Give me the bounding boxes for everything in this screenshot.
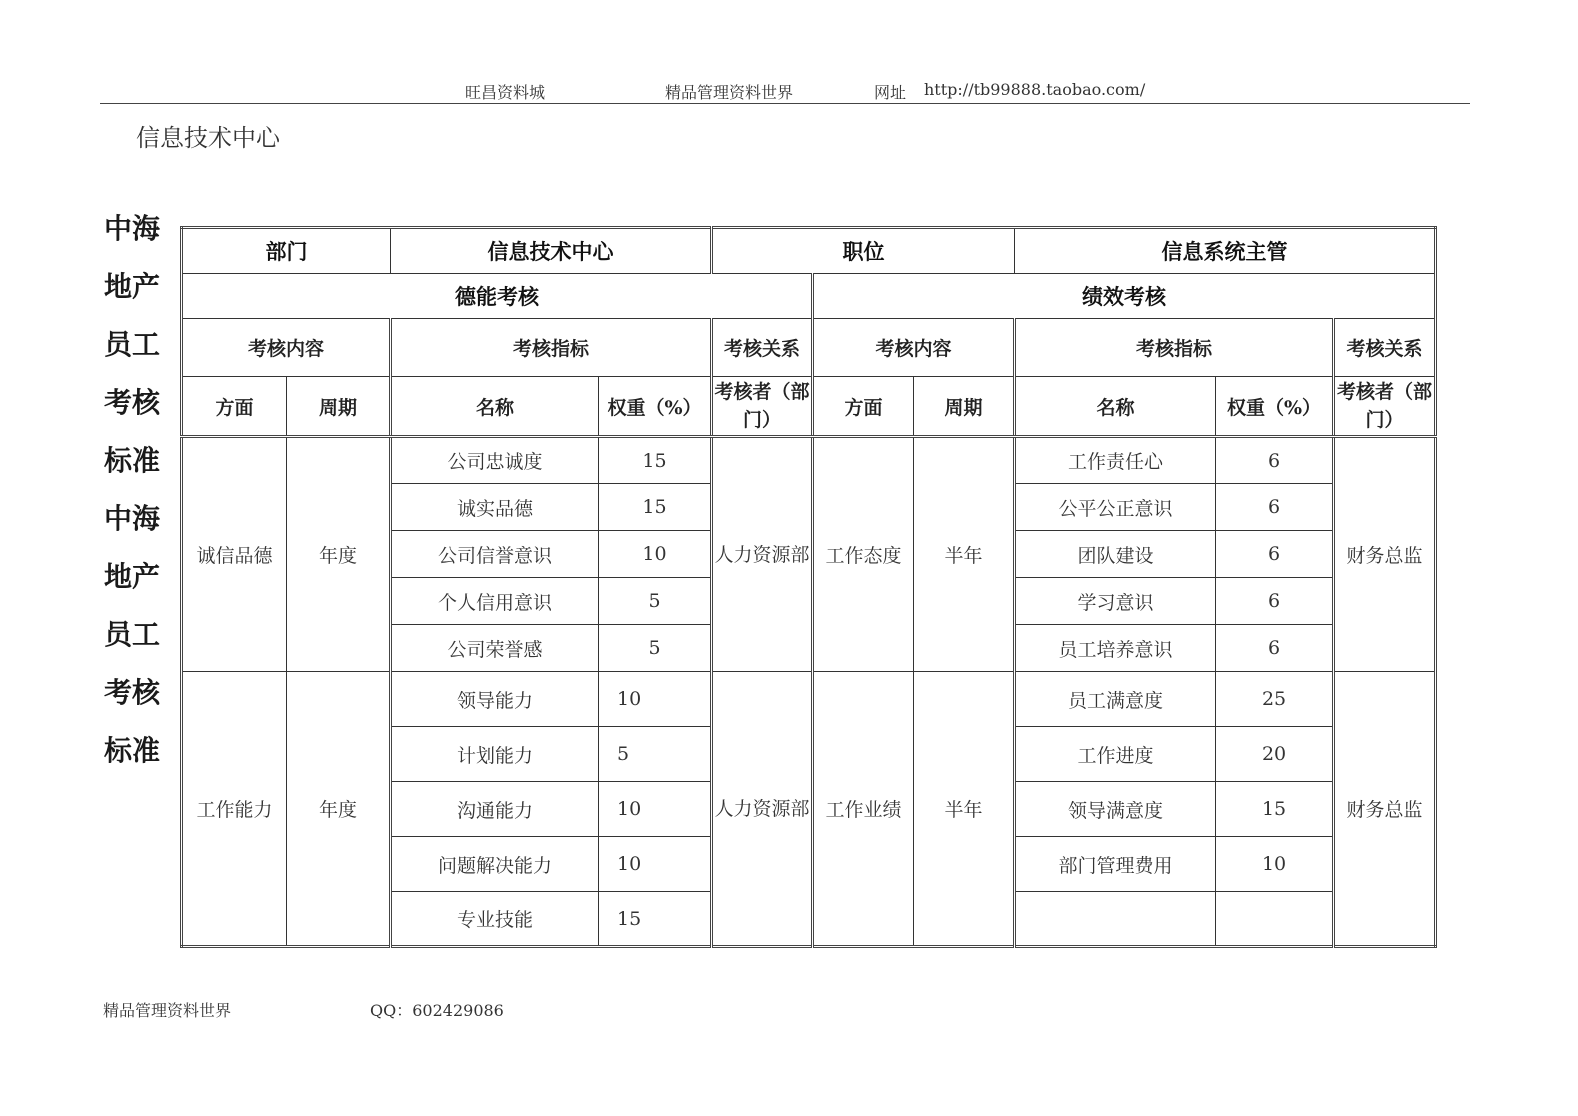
footer-text: 精品管理资料世界 <box>103 1001 232 1020</box>
table-row <box>182 672 1436 727</box>
indicator-weight: 15 <box>599 484 712 531</box>
indicator-name: 诚实品德 <box>391 484 599 531</box>
assessor-cell: 人力资源部 <box>712 672 813 947</box>
assessment-table <box>180 226 1437 948</box>
footer-qq: QQ：602429086 <box>370 1001 504 1020</box>
side-title-line: 地产 <box>104 270 161 303</box>
indicator-name: 公司忠诚度 <box>391 437 599 484</box>
dept-label: 部门 <box>182 228 391 274</box>
aspect-cell: 工作能力 <box>182 672 287 947</box>
sub-weight-left: 权重（%） <box>599 377 712 437</box>
side-title-line: 标准 <box>104 734 161 767</box>
side-title <box>104 200 164 780</box>
col-indicator-right: 考核指标 <box>1015 319 1334 377</box>
indicator-weight: 10 <box>599 782 712 837</box>
sub-period-right: 周期 <box>914 377 1015 437</box>
dept-value: 信息技术中心 <box>391 228 712 274</box>
aspect-cell: 工作态度 <box>813 437 914 672</box>
indicator-name: 计划能力 <box>391 727 599 782</box>
section-performance: 绩效考核 <box>813 274 1436 319</box>
indicator-name: 工作进度 <box>1015 727 1216 782</box>
assessor-cell: 人力资源部 <box>712 437 813 672</box>
indicator-weight: 6 <box>1216 484 1334 531</box>
side-title-line: 考核 <box>104 676 161 709</box>
side-title-line: 地产 <box>104 560 161 593</box>
sub-weight-right: 权重（%） <box>1216 377 1334 437</box>
col-relation-right: 考核关系 <box>1334 319 1436 377</box>
indicator-weight <box>1216 892 1334 947</box>
info-row <box>182 228 1436 274</box>
side-title-line: 员工 <box>104 618 161 651</box>
indicator-weight: 15 <box>1216 782 1334 837</box>
header-url-label: 网址 <box>874 83 907 102</box>
indicator-name: 公司信誉意识 <box>391 531 599 578</box>
side-title-line: 员工 <box>104 328 161 361</box>
indicator-name: 沟通能力 <box>391 782 599 837</box>
indicator-name <box>1015 892 1216 947</box>
indicator-name: 公平公正意识 <box>1015 484 1216 531</box>
indicator-weight: 10 <box>599 672 712 727</box>
section-row <box>182 274 1436 319</box>
period-cell: 半年 <box>914 672 1015 947</box>
position-label: 职位 <box>712 228 1015 274</box>
indicator-name: 领导能力 <box>391 672 599 727</box>
period-cell: 半年 <box>914 437 1015 672</box>
header-url-link[interactable]: http://tb99888.taobao.com/ <box>924 80 1146 99</box>
column-header-row <box>182 319 1436 377</box>
col-indicator-left: 考核指标 <box>391 319 712 377</box>
indicator-weight: 6 <box>1216 578 1334 625</box>
side-title-line: 中海 <box>104 502 161 535</box>
side-title-line: 中海 <box>104 212 161 245</box>
indicator-weight: 20 <box>1216 727 1334 782</box>
sub-period-left: 周期 <box>287 377 391 437</box>
indicator-weight: 5 <box>599 578 712 625</box>
col-content-right: 考核内容 <box>813 319 1015 377</box>
period-cell: 年度 <box>287 437 391 672</box>
side-title-line: 标准 <box>104 444 161 477</box>
aspect-cell: 工作业绩 <box>813 672 914 947</box>
indicator-name: 个人信用意识 <box>391 578 599 625</box>
indicator-name: 专业技能 <box>391 892 599 947</box>
indicator-weight: 6 <box>1216 437 1334 484</box>
indicator-weight: 10 <box>599 531 712 578</box>
header-shop-name: 旺昌资料城 <box>465 83 546 102</box>
indicator-name: 员工培养意识 <box>1015 625 1216 672</box>
indicator-name: 团队建设 <box>1015 531 1216 578</box>
header-slogan: 精品管理资料世界 <box>665 83 794 102</box>
header-divider <box>100 103 1470 104</box>
department-title: 信息技术中心 <box>136 124 280 152</box>
indicator-weight: 25 <box>1216 672 1334 727</box>
subheader-row <box>182 377 1436 437</box>
indicator-weight: 6 <box>1216 625 1334 672</box>
assessor-cell: 财务总监 <box>1334 437 1436 672</box>
section-ethics: 德能考核 <box>182 274 813 319</box>
col-content-left: 考核内容 <box>182 319 391 377</box>
sub-assessor-left: 考核者（部门） <box>712 377 813 437</box>
indicator-name: 领导满意度 <box>1015 782 1216 837</box>
indicator-weight: 10 <box>1216 837 1334 892</box>
indicator-weight: 15 <box>599 437 712 484</box>
indicator-name: 工作责任心 <box>1015 437 1216 484</box>
period-cell: 年度 <box>287 672 391 947</box>
indicator-name: 问题解决能力 <box>391 837 599 892</box>
sub-name-left: 名称 <box>391 377 599 437</box>
page-header <box>0 78 1578 102</box>
sub-assessor-right: 考核者（部门） <box>1334 377 1436 437</box>
indicator-name: 公司荣誉感 <box>391 625 599 672</box>
indicator-weight: 10 <box>599 837 712 892</box>
indicator-name: 员工满意度 <box>1015 672 1216 727</box>
side-title-line: 考核 <box>104 386 161 419</box>
assessor-cell: 财务总监 <box>1334 672 1436 947</box>
sub-name-right: 名称 <box>1015 377 1216 437</box>
indicator-weight: 5 <box>599 625 712 672</box>
table-row <box>182 437 1436 484</box>
col-relation-left: 考核关系 <box>712 319 813 377</box>
position-value: 信息系统主管 <box>1015 228 1436 274</box>
sub-aspect-left: 方面 <box>182 377 287 437</box>
page-footer <box>0 996 1578 1020</box>
aspect-cell: 诚信品德 <box>182 437 287 672</box>
indicator-name: 部门管理费用 <box>1015 837 1216 892</box>
indicator-weight: 6 <box>1216 531 1334 578</box>
sub-aspect-right: 方面 <box>813 377 914 437</box>
indicator-weight: 15 <box>599 892 712 947</box>
indicator-weight: 5 <box>599 727 712 782</box>
indicator-name: 学习意识 <box>1015 578 1216 625</box>
